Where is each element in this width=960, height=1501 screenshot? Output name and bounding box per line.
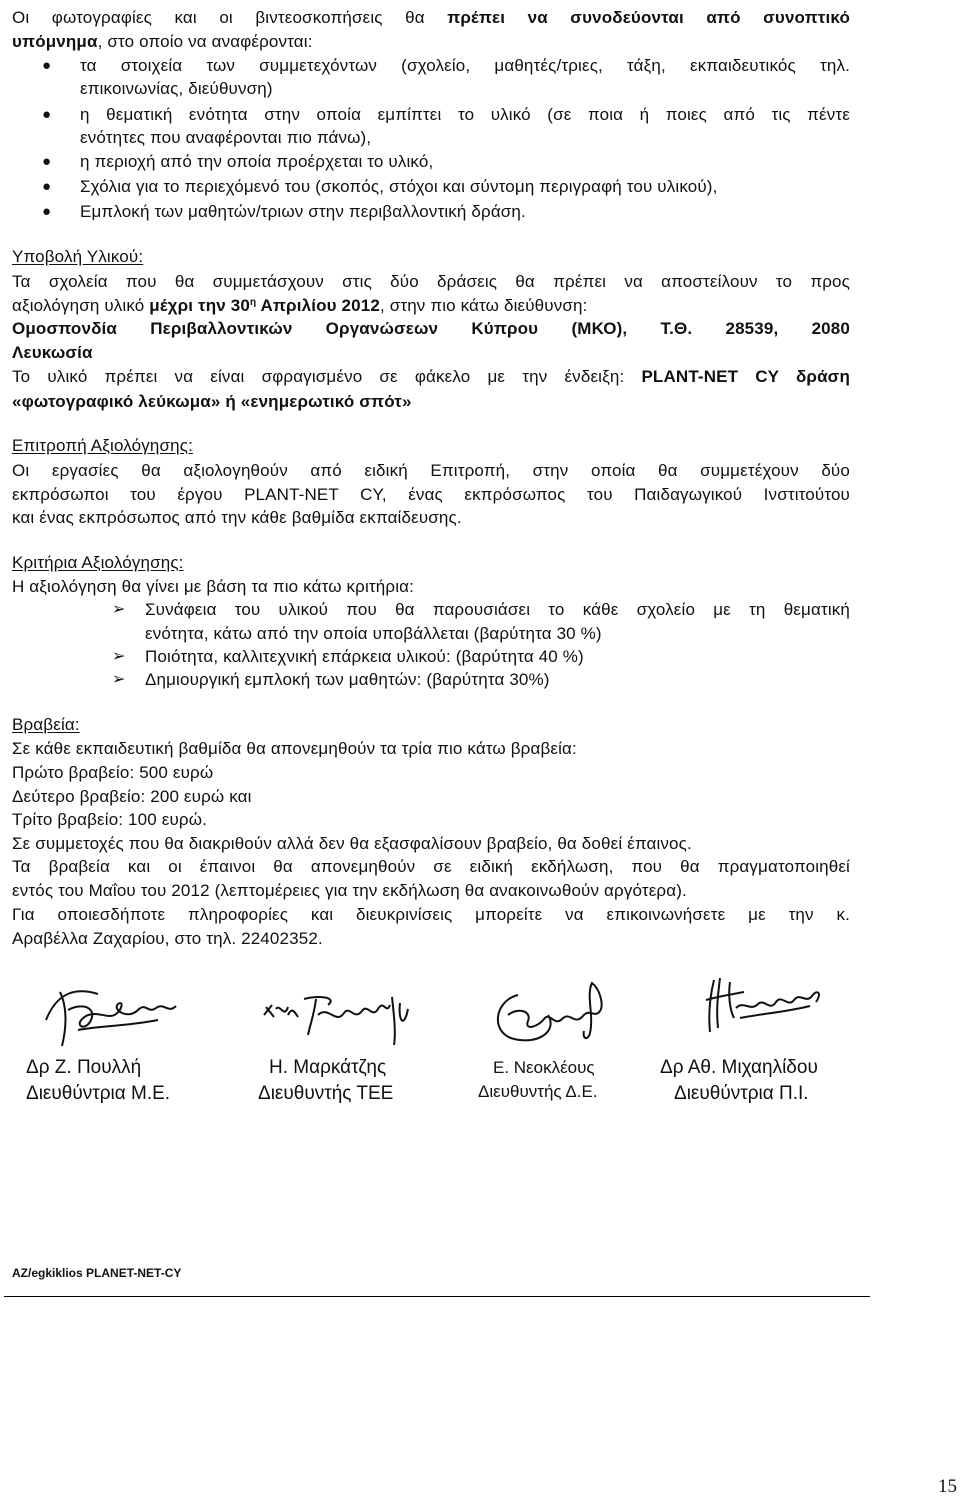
signatory-1-title: Διευθύντρια Μ.Ε. <box>26 1083 171 1104</box>
criteria-heading: Κριτήρια Αξιολόγησης: <box>12 553 184 572</box>
awards-line-1: Σε κάθε εκπαιδευτική βαθμίδα θα απονεμηθούν τα τρία πιο κάτω βραβεία: <box>12 739 577 758</box>
intro-bullet-1-line-2: επικοινωνίας, διεύθυνση) <box>80 79 273 98</box>
awards-third-prize: Τρίτο βραβείο: 100 ευρώ. <box>12 810 208 829</box>
bullet-icon: ● <box>42 178 52 195</box>
bullet-icon: ● <box>42 203 52 220</box>
intro-line-2 <box>12 31 313 53</box>
footer-reference: AZ/egkiklios PLANET-NET-CY <box>12 1266 182 1280</box>
submission-line-2 <box>12 295 588 317</box>
page-number: 15 <box>938 1476 957 1497</box>
bullet-icon: ● <box>42 57 52 74</box>
awards-heading: Βραβεία: <box>12 715 80 734</box>
footer-divider <box>4 1296 870 1297</box>
submission-deadline-sup: η <box>249 297 257 308</box>
arrow-bullet-icon: ➢ <box>112 648 126 665</box>
criteria-intro: Η αξιολόγηση θα γίνει με βάση τα πιο κάτω κριτήρια: <box>12 577 414 596</box>
submission-line-1: Τα σχολεία που θα συμμετάσχουν στις δύο δράσεις θα πρέπει να αποστείλουν το προς <box>12 272 850 291</box>
committee-heading: Επιτροπή Αξιολόγησης: <box>12 436 193 455</box>
signatory-3-name: Ε. Νεοκλέους <box>493 1058 595 1077</box>
awards-line-9: Αραβέλλα Ζαχαρίου, στο τηλ. 22402352. <box>12 929 323 948</box>
signatory-2-title: Διευθυντής ΤΕΕ <box>258 1083 394 1104</box>
arrow-bullet-icon: ➢ <box>112 671 126 688</box>
signatory-4-name: Δρ Αθ. Μιχαηλίδου <box>660 1057 818 1078</box>
awards-second-prize: Δεύτερο βραβείο: 200 ευρώ και <box>12 787 252 806</box>
signature-poulli <box>38 980 188 1050</box>
submission-line-6: «φωτογραφικό λεύκωμα» ή «ενημερωτικό σπότ» <box>12 392 412 411</box>
signature-michailidou <box>700 972 830 1037</box>
intro-line-1 <box>12 7 850 29</box>
submission-line-2-end: , στην πιο κάτω διεύθυνση: <box>379 296 588 315</box>
intro-bullet-4: Σχόλια για το περιεχόμενό του (σκοπός, στόχοι και σύντομη περιγραφή του υλικού), <box>80 177 718 196</box>
signatory-1-name: Δρ Ζ. Πουλλή <box>26 1057 142 1078</box>
criteria-item-1-line-2: ενότητα, κάτω από την οποία υποβάλλεται (βαρύτητα 30 %) <box>145 624 602 643</box>
awards-line-6: Τα βραβεία και οι έπαινοι θα απονεμηθούν σε ειδική εκδήλωση, που θα πραγματοποιηθεί <box>12 857 850 876</box>
submission-line-2-text: αξιολόγηση υλικό <box>12 296 150 315</box>
intro-bullet-1-line-1: τα στοιχεία των συμμετεχόντων (σχολείο, μαθητές/τριες, τάξη, εκπαιδευτικός τηλ. <box>80 56 850 75</box>
intro-bullet-3: η περιοχή από την οποία προέρχεται το υλικό, <box>80 152 434 171</box>
intro-line-1-bold: πρέπει να συνοδεύονται από συνοπτικό <box>447 8 850 27</box>
submission-address-line-1: Ομοσπονδία Περιβαλλοντικών Οργανώσεων Κύπρου (ΜΚΟ), Τ.Θ. 28539, 2080 <box>12 319 850 338</box>
submission-deadline <box>149 296 380 315</box>
signature-neokleous <box>488 975 618 1050</box>
committee-line-3: και ένας εκπρόσωπος από την κάθε βαθμίδα εκπαίδευσης. <box>12 508 462 527</box>
criteria-item-2: Ποιότητα, καλλιτεχνική επάρκεια υλικού: (βαρύτητα 40 %) <box>145 647 584 666</box>
bullet-icon: ● <box>42 153 52 170</box>
arrow-bullet-icon: ➢ <box>112 601 126 618</box>
intro-bullet-5: Εμπλοκή των μαθητών/τριων στην περιβαλλοντική δράση. <box>80 202 526 221</box>
submission-line-5 <box>12 366 850 388</box>
awards-line-7: εντός του Μαΐου του 2012 (λεπτομέρειες για την εκδήλωση θα ανακοινωθούν αργότερα). <box>12 881 687 900</box>
intro-summary-term: υπόμνημα <box>12 32 98 51</box>
submission-label: PLANT-NET CY δράση <box>641 367 850 386</box>
intro-bullet-2-line-2: ενότητες που αναφέρονται πιο πάνω), <box>80 128 372 147</box>
submission-deadline-month: Απριλίου 2012 <box>256 296 380 315</box>
signature-markatzis <box>258 985 418 1050</box>
submission-address-line-2: Λευκωσία <box>12 343 93 362</box>
intro-line-1-text: Οι φωτογραφίες και οι βιντεοσκοπήσεις θα <box>12 8 448 27</box>
signatory-3-title: Διευθυντής Δ.Ε. <box>478 1082 598 1101</box>
committee-line-1: Οι εργασίες θα αξιολογηθούν από ειδική Επιτροπή, στην οποία θα συμμετέχουν δύο <box>12 461 850 480</box>
awards-line-8: Για οποιεσδήποτε πληροφορίες και διευκρινίσεις μπορείτε να επικοινωνήσετε με την κ. <box>12 905 850 924</box>
submission-line-5-text: Το υλικό πρέπει να είναι σφραγισμένο σε φάκελο με την ένδειξη: <box>12 367 642 386</box>
bullet-icon: ● <box>42 106 52 123</box>
intro-line-2-text: , στο οποίο να αναφέρονται: <box>97 32 313 51</box>
signatory-4-title: Διευθύντρια Π.Ι. <box>674 1083 809 1104</box>
committee-line-2: εκπρόσωποι του έργου PLANT-NET CY, ένας εκπρόσωπος του Παιδαγωγικού Ινστιτούτου <box>12 485 850 504</box>
intro-bullet-2-line-1: η θεματική ενότητα στην οποία εμπίπτει το υλικό (σε ποια ή ποιες από τις πέντε <box>80 105 850 124</box>
criteria-item-3: Δημιουργική εμπλοκή των μαθητών: (βαρύτητα 30%) <box>145 670 550 689</box>
awards-line-5: Σε συμμετοχές που θα διακριθούν αλλά δεν θα εξασφαλίσουν βραβείο, θα δοθεί έπαινος. <box>12 834 692 853</box>
submission-heading: Υποβολή Υλικού: <box>12 247 144 266</box>
criteria-item-1-line-1: Συνάφεια του υλικού που θα παρουσιάσει το κάθε σχολείο με τη θεματική <box>145 600 850 619</box>
awards-first-prize: Πρώτο βραβείο: 500 ευρώ <box>12 763 214 782</box>
submission-deadline-text: μέχρι την 30 <box>149 296 250 315</box>
signatory-2-name: Η. Μαρκάτζης <box>269 1057 387 1078</box>
